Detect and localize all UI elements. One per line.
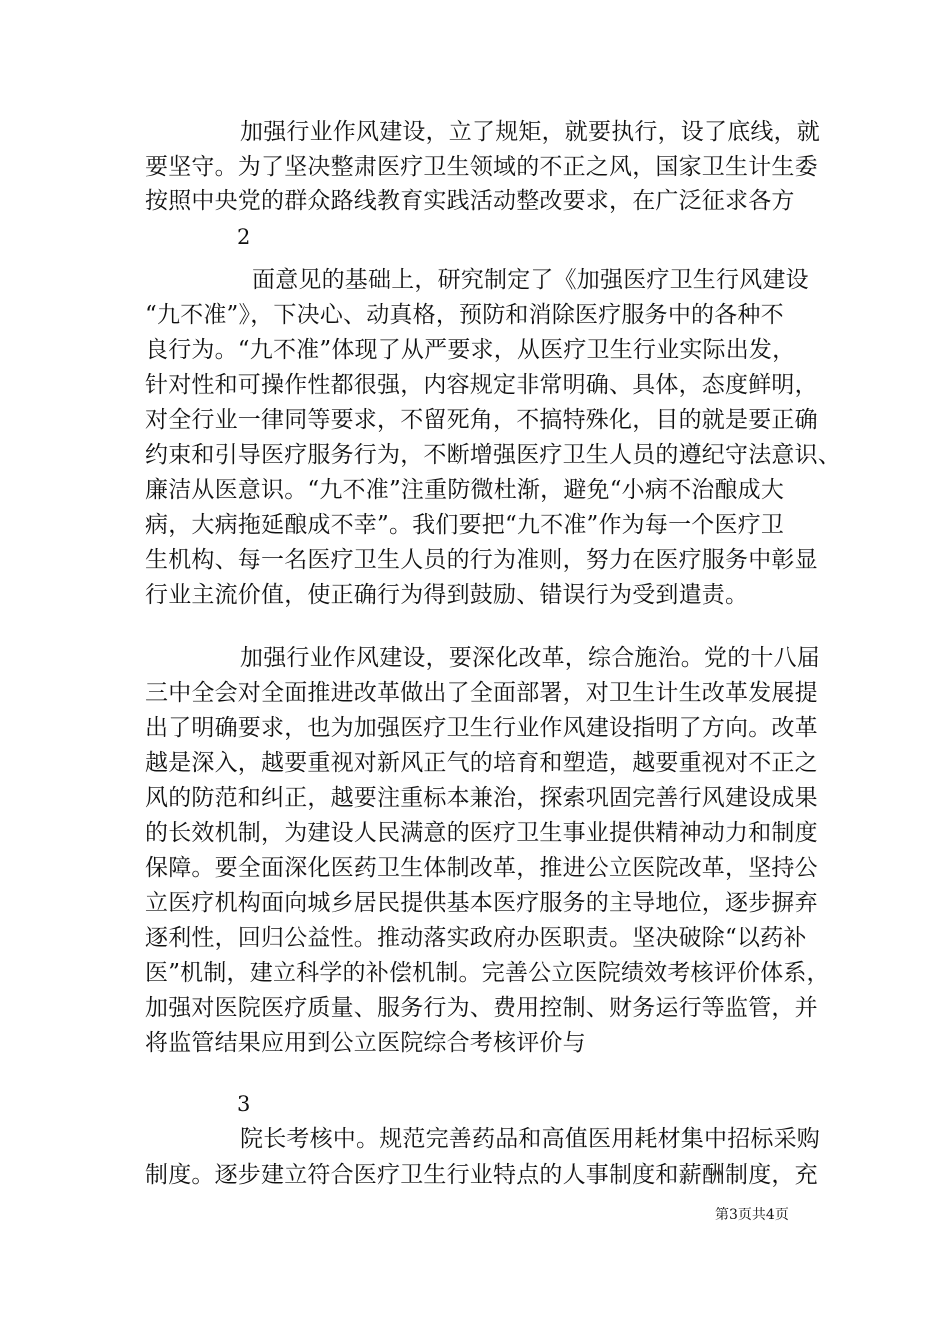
paragraph-3-line-5: 风的防范和纠正，越要注重标本兼治，探索巩固完善行风建设成果	[145, 785, 818, 811]
paragraph-3-line-8: 立医疗机构面向城乡居民提供基本医疗服务的主导地位，逐步摒弃	[145, 890, 818, 916]
paragraph-2-line-3: 良行为。“九不准”体现了从严要求，从医疗卫生行业实际出发，	[145, 337, 796, 363]
paragraph-1-line-1: 加强行业作风建设，立了规矩，就要执行，设了底线，就	[240, 119, 820, 145]
paragraph-2-line-8: 病，大病拖延酿成不幸”。我们要把“九不准”作为每一个医疗卫	[145, 512, 785, 538]
paragraph-4-line-1: 院长考核中。规范完善药品和高值医用耗材集中招标采购	[240, 1126, 820, 1152]
paragraph-3-line-9: 逐利性，回归公益性。推动落实政府办医职责。坚决破除“以药补	[145, 925, 807, 951]
paragraph-3-line-7: 保障。要全面深化医药卫生体制改革，推进公立医院改革，坚持公	[145, 855, 818, 881]
paragraph-2-line-2: “九不准”》，下决心、动真格，预防和消除医疗服务中的各种不	[145, 302, 784, 328]
paragraph-2-line-10: 行业主流价值，使正确行为得到鼓励、错误行为受到遣责。	[145, 582, 749, 608]
paragraph-3-line-6: 的长效机制，为建设人民满意的医疗卫生事业提供精神动力和制度	[145, 820, 818, 846]
page-marker-2: 2	[237, 225, 251, 249]
paragraph-2-line-4: 针对性和可操作性都很强，内容规定非常明确、具体，态度鲜明，	[145, 372, 818, 398]
paragraph-1-line-2: 要坚守。为了坚决整肃医疗卫生领域的不正之风，国家卫生计生委	[145, 154, 818, 180]
paragraph-3-line-1: 加强行业作风建设，要深化改革，综合施治。党的十八届	[240, 645, 820, 671]
paragraph-3-line-10: 医”机制，建立科学的补偿机制。完善公立医院绩效考核评价体系，	[145, 960, 830, 986]
paragraph-1-line-3: 按照中央党的群众路线教育实践活动整改要求，在广泛征求各方	[145, 188, 795, 214]
page-footer: 第3页共4页	[715, 1207, 789, 1223]
paragraph-3-line-4: 越是深入，越要重视对新风正气的培育和塑造，越要重视对不正之	[145, 750, 818, 776]
paragraph-2-line-9: 生机构、每一名医疗卫生人员的行为准则，努力在医疗服务中彰显	[145, 547, 818, 573]
paragraph-3-line-3: 出了明确要求，也为加强医疗卫生行业作风建设指明了方向。改革	[145, 715, 818, 741]
page-marker-3: 3	[237, 1092, 251, 1116]
paragraph-2-line-1: 面意见的基础上，研究制定了《加强医疗卫生行风建设	[252, 267, 809, 293]
paragraph-2-line-6: 约束和引导医疗服务行为，不断增强医疗卫生人员的遵纪守法意识、	[145, 442, 841, 468]
paragraph-3-line-11: 加强对医院医疗质量、服务行为、费用控制、财务运行等监管，并	[145, 995, 818, 1021]
paragraph-3-line-2: 三中全会对全面推进改革做出了全面部署，对卫生计生改革发展提	[145, 680, 818, 706]
paragraph-4-line-2: 制度。逐步建立符合医疗卫生行业特点的人事制度和薪酬制度，充	[145, 1162, 818, 1188]
paragraph-2-line-5: 对全行业一律同等要求，不留死角，不搞特殊化，目的就是要正确	[145, 407, 818, 433]
paragraph-2-line-7: 廉洁从医意识。“九不准”注重防微杜渐，避免“小病不治酿成大	[145, 477, 785, 503]
paragraph-3-line-12: 将监管结果应用到公立医院综合考核评价与	[145, 1030, 586, 1056]
